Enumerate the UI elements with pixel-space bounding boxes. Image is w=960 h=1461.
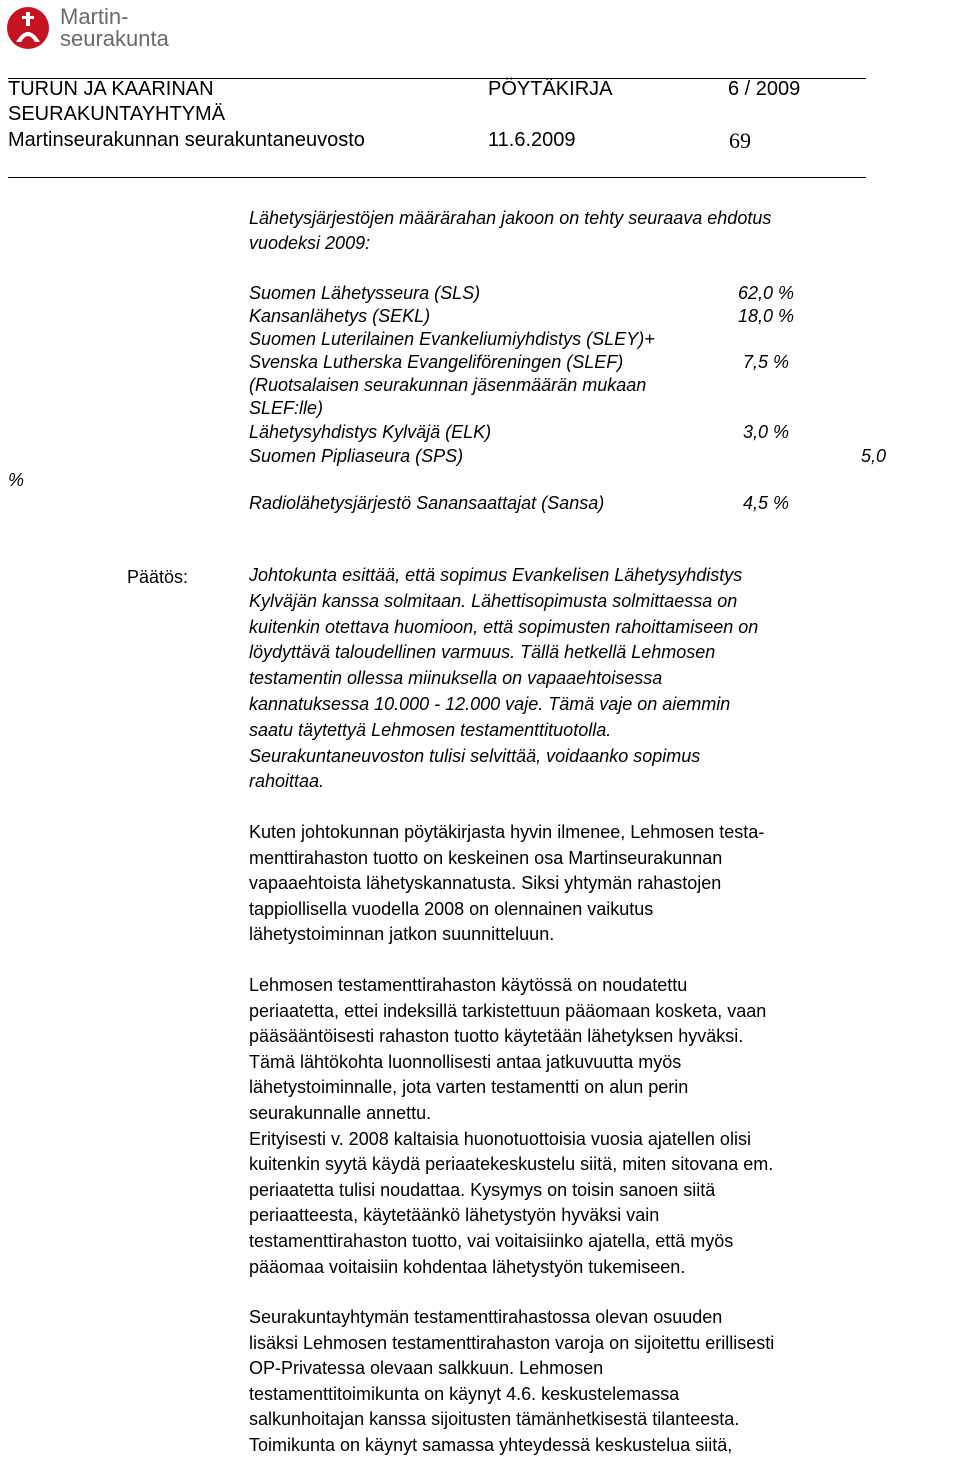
- decision-line: testamentin ollessa miinuksella on vapaaehtoisessa: [249, 668, 663, 689]
- council-name: Martinseurakunnan seurakuntaneuvosto: [8, 129, 365, 151]
- paragraph-line: tappiollisella vuodella 2008 on olennainen vaikutus: [249, 898, 654, 919]
- paragraph-line: seurakunnalle annettu.: [249, 1102, 432, 1123]
- paragraph-line: testamenttirahaston tuotto, vai voitaisiinko ajatella, että myös: [249, 1230, 734, 1251]
- paragraph-line: periaatteesta, käytetäänkö lähetystyön hyväksi vain: [249, 1205, 660, 1226]
- paragraph-line: pääsääntöisesti rahaston tuotto käytetään lähetyksen hyväksi.: [249, 1026, 744, 1047]
- decision-line: Johtokunta esittää, että sopimus Evankelisen Lähetysyhdistys: [249, 565, 743, 585]
- org-name-line-1: TURUN JA KAARINAN: [8, 78, 214, 100]
- paragraph-line: vapaaehtoista lähetyskannatusta. Siksi yhtymän rahastojen: [249, 873, 722, 894]
- allocation-elk-value: 3,0 %: [742, 422, 789, 442]
- paragraph-line: OP-Privatessa olevaan salkkuun. Lehmosen: [249, 1358, 604, 1379]
- allocation-note-line-2: SLEF:lle): [249, 398, 324, 418]
- allocation-sls-value: 62,0 %: [737, 283, 794, 303]
- header-bottom-rule: [8, 177, 866, 178]
- intro-line-1: Lähetysjärjestöjen määrärahan jakoon on tehty seuraava ehdotus: [249, 208, 772, 228]
- allocation-sansa-value: 4,5 %: [742, 493, 789, 513]
- paragraph-line: salkunhoitajan kanssa sijoitusten tämänhetkisestä tilanteesta.: [249, 1409, 740, 1430]
- allocation-note-line-1: (Ruotsalaisen seurakunnan jäsenmäärän mukaan: [249, 375, 647, 395]
- allocation-sps-percent: %: [8, 470, 25, 490]
- paragraph-line: Lehmosen testamenttirahaston käytössä on noudatettu: [249, 975, 688, 995]
- allocation-slef-value: 7,5 %: [742, 352, 789, 372]
- paragraph-2: [249, 973, 909, 1280]
- paragraph-line: menttirahaston tuotto on keskeinen osa Martinseurakunnan: [249, 847, 723, 868]
- paragraph-line: lähetystoiminnalle, jota varten testamentti on alun perin: [249, 1077, 689, 1098]
- logo-line-1: Martin-: [60, 4, 129, 29]
- allocation-slef-name: Svenska Lutherska Evangeliföreningen (SLEF): [249, 352, 624, 372]
- document-type: PÖYTÄKIRJA: [488, 78, 613, 100]
- decision-line: löydyttävä taloudellinen varmuus. Tällä hetkellä Lehmosen: [249, 642, 716, 663]
- org-name-line-2: SEURAKUNTAYHTYMÄ: [8, 103, 226, 125]
- allocation-sansa-name: Radiolähetysjärjestö Sanansaattajat (Sansa): [249, 493, 605, 513]
- paragraph-line: Toimikunta on käynyt samassa yhteydessä keskustelua siitä,: [249, 1434, 733, 1455]
- martinseurakunta-logo: [6, 4, 176, 52]
- paragraph-line: Erityisesti v. 2008 kaltaisia huonotuottoisia vuosia ajatellen olisi: [249, 1128, 751, 1149]
- paragraph-line: pääomaa voitaisiin kohdentaa lähetystyön tukemiseen.: [249, 1256, 686, 1277]
- document-number: 6 / 2009: [728, 78, 801, 100]
- page-number: 69: [729, 128, 751, 153]
- decision-line: kannatuksessa 10.000 - 12.000 vaje. Tämä vaje on aiemmin: [249, 693, 731, 714]
- paragraph-3: [249, 1305, 909, 1459]
- paragraph-line: lähetystoiminnan jatkon suunnitteluun.: [249, 924, 555, 945]
- decision-line: Kylväjän kanssa solmitaan. Lähettisopimusta solmittaessa on: [249, 590, 738, 611]
- allocation-elk-name: Lähetysyhdistys Kylväjä (ELK): [249, 422, 492, 442]
- decision-line: saatu täytettyä Lehmosen testamenttituotolla.: [249, 719, 612, 740]
- paragraph-line: periaatetta, ettei indeksillä tarkistettuun pääomaan kosketa, vaan: [249, 1000, 767, 1021]
- decision-line: kuitenkin otettava huomioon, että sopimusten rahoittamiseen on: [249, 616, 759, 637]
- paragraph-line: Kuten johtokunnan pöytäkirjasta hyvin ilmenee, Lehmosen testa-: [249, 822, 765, 842]
- church-emblem-icon: [6, 6, 50, 50]
- paragraph-line: Tämä lähtökohta luonnollisesti antaa jatkuvuutta myös: [249, 1051, 682, 1072]
- paragraph-line: kuitenkin syytä käydä periaatekeskustelu siitä, miten sitovana em.: [249, 1154, 774, 1175]
- logo-line-2: seurakunta: [60, 26, 169, 51]
- paragraph-line: lisäksi Lehmosen testamenttirahaston varoja on sijoitettu erillisesti: [249, 1332, 775, 1353]
- allocation-sley-line: Suomen Luterilainen Evankeliumiyhdistys (SLEY)+: [249, 329, 655, 349]
- allocation-sekl-value: 18,0 %: [737, 306, 794, 326]
- decision-label: Päätös:: [127, 567, 189, 587]
- intro-line-2: vuodeksi 2009:: [249, 233, 371, 253]
- decision-line: Seurakuntaneuvoston tulisi selvittää, voidaanko sopimus: [249, 745, 701, 766]
- meeting-date: 11.6.2009: [488, 129, 576, 151]
- paragraph-line: testamenttitoimikunta on käynyt 4.6. keskustelemassa: [249, 1383, 680, 1404]
- allocation-sps-name: Suomen Pipliaseura (SPS): [249, 446, 464, 466]
- allocation-sls-name: Suomen Lähetysseura (SLS): [249, 283, 481, 303]
- paragraph-line: Seurakuntayhtymän testamenttirahastossa olevan osuuden: [249, 1307, 723, 1327]
- decision-line: rahoittaa.: [249, 771, 325, 792]
- decision-text: [249, 563, 909, 795]
- allocation-sps-value: 5,0: [860, 446, 886, 466]
- header-top-rule: [8, 78, 866, 79]
- paragraph-line: periaatetta tulisi noudattaa. Kysymys on toisin sanoen siitä: [249, 1179, 716, 1200]
- allocation-sekl-name: Kansanlähetys (SEKL): [249, 306, 431, 326]
- paragraph-1: [249, 820, 909, 948]
